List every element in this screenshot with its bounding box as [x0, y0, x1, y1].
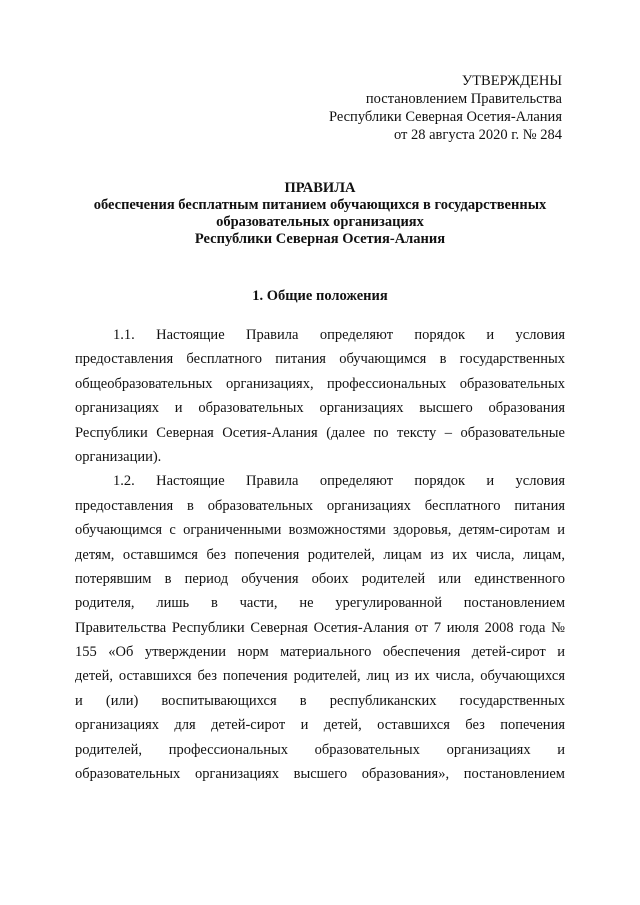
title-line: обеспечения бесплатным питанием обучающихся в государственных — [93, 197, 547, 213]
text-line: и (или) воспитывающихся в республиканских государственных — [75, 692, 565, 709]
text-line: потерявшим в период обучения обоих родителей или единственного — [75, 570, 565, 587]
text-line: организациях и образовательных организациях высшего образования — [75, 400, 565, 417]
text-line: Правительства Республики Северная Осетия-Алания от 7 июля 2008 года № — [75, 619, 565, 636]
text-line: общеобразовательных организациях, профессиональных образовательных — [75, 375, 565, 392]
text-line: родителя, лишь в части, не урегулированной постановлением — [75, 595, 565, 612]
text-line: детям, оставшимся без попечения родителей, лицам из их числа, лицам, — [75, 546, 565, 563]
paragraph-1-1 — [75, 323, 565, 469]
title-line: Республики Северная Осетия-Алания — [194, 231, 446, 247]
text-line: Республики Северная Осетия-Алания (далее по тексту – образовательные — [75, 424, 565, 441]
text-line: 1.2. Настоящие Правила определяют порядок и условия — [113, 473, 565, 490]
text-line: родителей, профессиональных образовательных организациях и — [75, 741, 565, 758]
text-line: 1.1. Настоящие Правила определяют порядок и условия — [113, 327, 565, 343]
approval-line: УТВЕРЖДЕНЫ — [461, 73, 562, 89]
approval-line: постановлением Правительства — [365, 91, 562, 107]
title-line: ПРАВИЛА — [284, 180, 356, 196]
title-line: образовательных организациях — [216, 214, 424, 230]
approval-line: Республики Северная Осетия-Алания — [328, 109, 562, 125]
text-line: организациях для детей-сирот и детей, оставшихся без попечения — [75, 717, 565, 734]
text-line: образовательных организациях высшего образования», постановлением — [75, 766, 565, 783]
text-line: 155 «Об утверждении норм материального обеспечения детей-сирот и — [75, 644, 565, 661]
text-line: детей, оставшихся без попечения родителей, лиц из их числа, обучающихся — [75, 668, 565, 685]
document-title — [60, 180, 580, 248]
text-line: предоставления в образовательных организациях бесплатного питания — [75, 497, 565, 514]
approval-stamp — [329, 72, 562, 144]
text-line: организации). — [75, 448, 162, 465]
text-line: обучающимся с ограниченными возможностями здоровья, детям-сиротам и — [75, 522, 565, 539]
section-heading: 1. Общие положения — [252, 288, 388, 304]
text-line: предоставления бесплатного питания обучающимся в государственных — [75, 351, 565, 368]
paragraph-1-2 — [75, 469, 565, 786]
body-text — [75, 323, 565, 786]
approval-line: от 28 августа 2020 г. № 284 — [393, 127, 562, 143]
